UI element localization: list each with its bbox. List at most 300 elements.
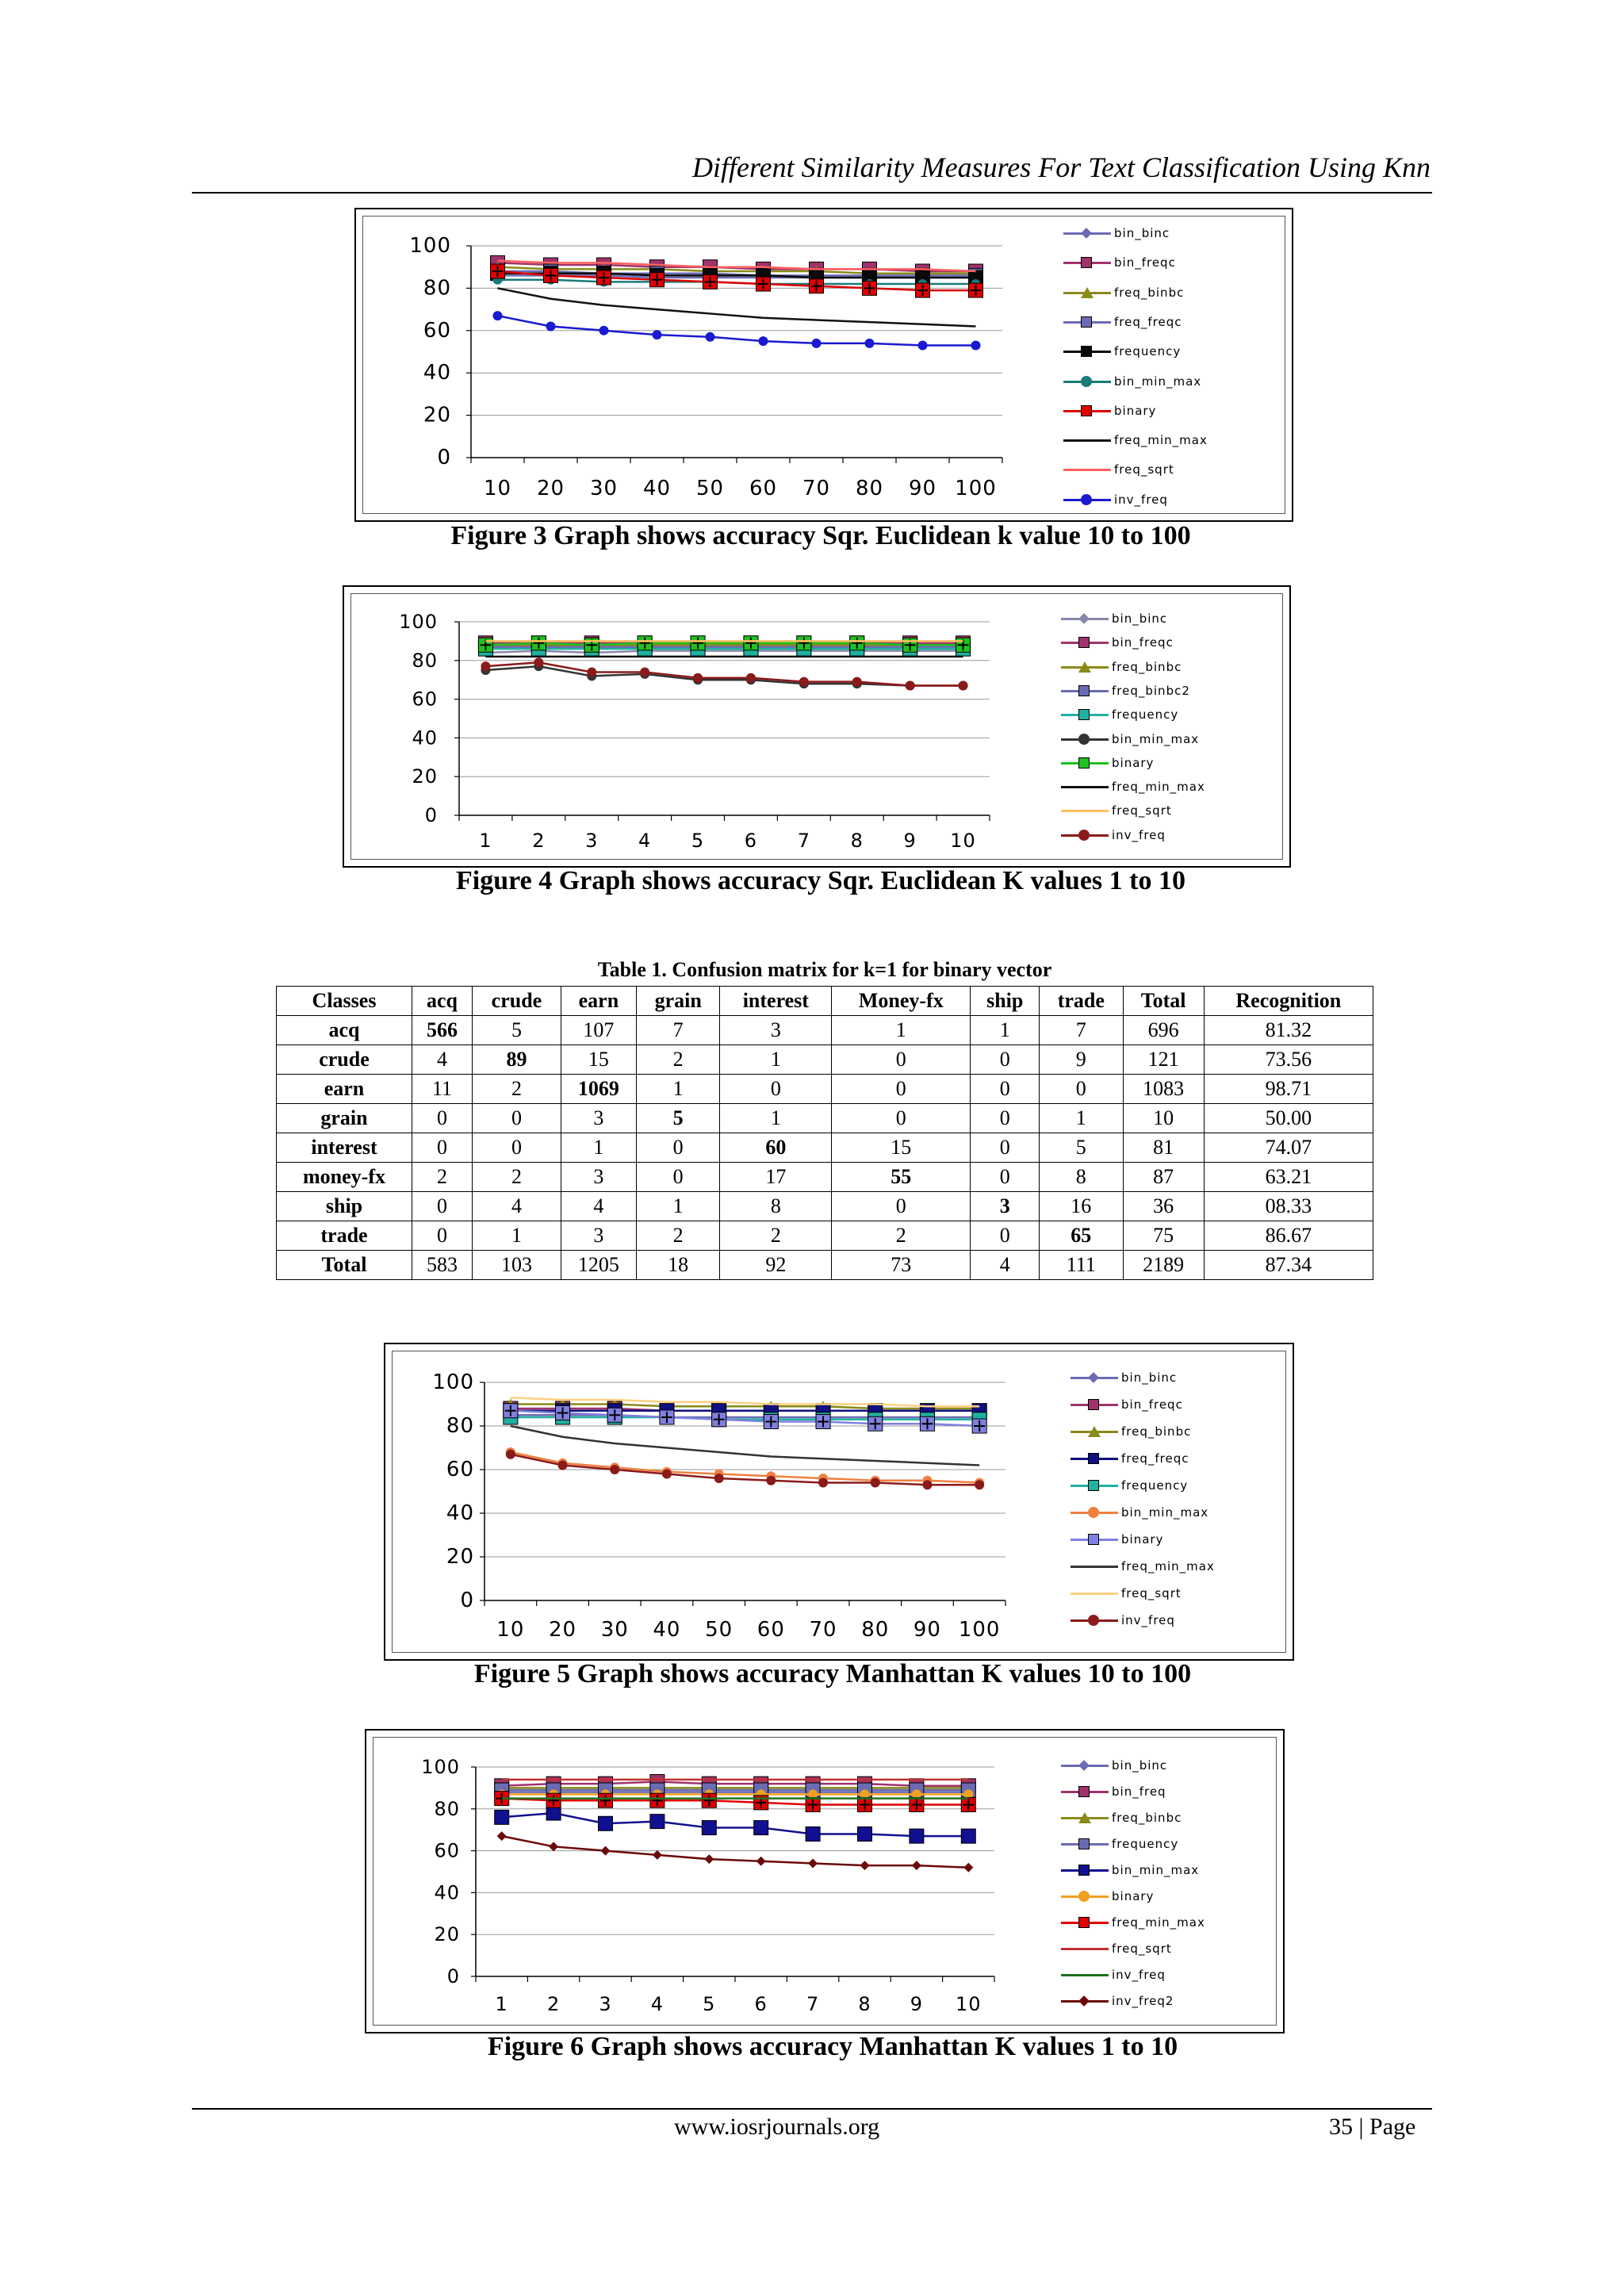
- table-cell: 2189: [1123, 1251, 1204, 1280]
- table-cell: 1: [473, 1221, 561, 1251]
- x-tick-label: 10: [483, 477, 512, 500]
- figure-4-caption: Figure 4 Graph shows accuracy Sqr. Euclidean K values 1 to 10: [456, 866, 1185, 895]
- footer-rule: [192, 2108, 1432, 2110]
- legend-label: bin_min_max: [1114, 374, 1202, 389]
- row-header-cell: interest: [277, 1133, 412, 1163]
- table-1-caption: Table 1. Confusion matrix for k=1 for binary vector: [597, 958, 1052, 981]
- x-tick-label: 60: [756, 1618, 785, 1642]
- legend-label: frequency: [1112, 1837, 1179, 1851]
- data-point: [871, 1478, 880, 1488]
- legend-marker: [1078, 1917, 1090, 1928]
- legend-label: freq_sqrt: [1114, 462, 1174, 477]
- table-row: [277, 1045, 1373, 1075]
- table-cell: 2: [473, 1075, 561, 1104]
- x-tick-label: 3: [585, 830, 599, 852]
- table-cell: 3: [561, 1163, 636, 1192]
- x-tick-label: 6: [754, 1993, 768, 2015]
- data-point: [546, 321, 556, 331]
- table-header-cell: trade: [1040, 987, 1124, 1016]
- legend-marker: [1088, 1453, 1099, 1464]
- table-cell: 121: [1123, 1045, 1204, 1075]
- legend-label: frequency: [1114, 344, 1182, 359]
- series-bin_min_max: [495, 1806, 976, 1843]
- series-inv_freq2: [497, 1831, 974, 1872]
- row-header-cell: acq: [277, 1016, 412, 1045]
- table-cell: 0: [1040, 1075, 1124, 1104]
- figure-4-plot: [344, 587, 1289, 866]
- table-cell: 10: [1123, 1104, 1204, 1133]
- y-tick-label: 0: [446, 1965, 460, 1987]
- data-point: [549, 1842, 558, 1851]
- table-cell: 2: [832, 1221, 971, 1251]
- legend-label: freq_sqrt: [1112, 803, 1172, 818]
- data-point: [497, 1831, 507, 1841]
- data-point: [481, 661, 490, 671]
- data-point: [587, 667, 596, 677]
- table-cell: 74.07: [1204, 1133, 1373, 1163]
- data-point: [806, 1826, 820, 1841]
- y-tick-label: 80: [423, 276, 451, 301]
- table-cell: 75: [1123, 1221, 1204, 1251]
- x-tick-label: 10: [496, 1618, 525, 1642]
- legend-label: frequency: [1121, 1478, 1189, 1493]
- y-tick-label: 80: [446, 1414, 474, 1438]
- figure-3-chart: [354, 208, 1293, 522]
- table-cell: 0: [832, 1104, 971, 1133]
- y-tick-label: 60: [434, 1839, 460, 1862]
- table-cell: 3: [971, 1192, 1040, 1221]
- row-header-cell: money-fx: [277, 1163, 412, 1192]
- legend-marker: [1078, 734, 1090, 745]
- y-tick-label: 40: [434, 1881, 460, 1904]
- legend-marker: [1088, 1534, 1099, 1545]
- legend-swatch: [1061, 1948, 1109, 1950]
- table-cell: 1: [832, 1016, 971, 1045]
- table-header-cell: earn: [561, 987, 636, 1016]
- y-tick-label: 0: [437, 446, 451, 470]
- legend-label: bin_binc: [1112, 1758, 1168, 1773]
- table-cell: 92: [720, 1251, 832, 1280]
- table-cell: 81.32: [1204, 1016, 1373, 1045]
- table-row: [277, 1016, 1373, 1045]
- series-line: [511, 1426, 979, 1466]
- table-cell: 7: [636, 1016, 720, 1045]
- row-header-cell: ship: [277, 1192, 412, 1221]
- data-point: [704, 1854, 714, 1864]
- x-tick-label: 10: [950, 830, 976, 852]
- x-tick-label: 30: [589, 477, 619, 500]
- legend-marker: [1078, 1865, 1090, 1876]
- legend-label: bin_freq: [1112, 1784, 1166, 1799]
- legend-swatch: [1061, 810, 1109, 812]
- table-cell: 0: [971, 1045, 1040, 1075]
- table-cell: 36: [1123, 1192, 1204, 1221]
- table-cell: 0: [832, 1045, 971, 1075]
- table-cell: 0: [412, 1192, 473, 1221]
- y-tick-label: 60: [446, 1458, 474, 1481]
- y-tick-label: 20: [446, 1545, 474, 1569]
- table-row: [277, 1133, 1373, 1163]
- table-header-cell: acq: [412, 987, 473, 1016]
- table-row: [277, 1221, 1373, 1251]
- legend-label: freq_binbc: [1112, 1811, 1182, 1825]
- table-cell: 1069: [561, 1075, 636, 1104]
- legend-marker: [1081, 376, 1092, 387]
- data-point: [558, 1461, 568, 1470]
- legend-swatch: [1063, 469, 1111, 471]
- x-tick-label: 9: [903, 830, 917, 852]
- data-point: [818, 1478, 828, 1488]
- row-header-cell: grain: [277, 1104, 412, 1133]
- data-point: [650, 1815, 665, 1829]
- x-tick-label: 9: [910, 1993, 924, 2015]
- table-cell: 1: [561, 1133, 636, 1163]
- legend-label: bin_binc: [1112, 611, 1168, 626]
- table-row: [277, 1163, 1373, 1192]
- table-header-cell: Recognition: [1204, 987, 1373, 1016]
- table-cell: 0: [971, 1221, 1040, 1251]
- y-tick-label: 0: [460, 1589, 474, 1612]
- legend-marker: [1078, 830, 1090, 841]
- legend-label: frequency: [1112, 707, 1179, 723]
- legend-marker: [1078, 1838, 1090, 1849]
- x-tick-label: 1: [479, 830, 492, 852]
- table-cell: 87.34: [1204, 1251, 1373, 1280]
- table-cell: 5: [1040, 1133, 1124, 1163]
- x-tick-label: 6: [744, 830, 758, 852]
- x-tick-label: 70: [802, 477, 831, 500]
- legend-label: freq_freqc: [1121, 1451, 1189, 1466]
- series-freq_min_max: [498, 288, 976, 326]
- x-tick-label: 100: [958, 1618, 1001, 1642]
- y-tick-label: 80: [434, 1797, 460, 1820]
- legend-label: freq_binbc: [1114, 285, 1185, 300]
- table-cell: 2: [412, 1163, 473, 1192]
- table-cell: 11: [412, 1075, 473, 1104]
- data-point: [766, 1476, 776, 1485]
- series-line: [511, 1411, 979, 1426]
- data-point: [918, 340, 928, 350]
- x-tick-label: 90: [913, 1618, 941, 1642]
- x-tick-label: 50: [705, 1618, 733, 1642]
- legend-marker: [1081, 316, 1092, 328]
- legend-label: inv_freq: [1112, 1968, 1166, 1982]
- table-cell: 0: [971, 1104, 1040, 1133]
- table-cell: 111: [1040, 1251, 1124, 1280]
- table-cell: 1: [720, 1104, 832, 1133]
- table-cell: 103: [473, 1251, 561, 1280]
- data-point: [693, 673, 703, 683]
- x-tick-label: 40: [642, 477, 672, 500]
- table-cell: 7: [1040, 1016, 1124, 1045]
- data-point: [714, 1474, 724, 1483]
- data-point: [610, 1465, 619, 1474]
- table-cell: 0: [412, 1104, 473, 1133]
- legend-label: freq_binbc: [1121, 1424, 1192, 1439]
- legend-label: freq_min_max: [1112, 1915, 1205, 1930]
- legend-marker: [1078, 757, 1090, 769]
- legend-swatch: [1071, 1566, 1118, 1568]
- table-header-row: [277, 987, 1373, 1016]
- legend-marker: [1088, 1507, 1099, 1518]
- data-point: [852, 677, 862, 687]
- legend-label: inv_freq: [1121, 1613, 1175, 1627]
- data-point: [662, 1470, 672, 1479]
- table-cell: 0: [971, 1075, 1040, 1104]
- x-tick-label: 8: [858, 1993, 871, 2015]
- row-header-cell: Total: [277, 1251, 412, 1280]
- table-cell: 81: [1123, 1133, 1204, 1163]
- table-cell: 65: [1040, 1221, 1124, 1251]
- data-point: [754, 1821, 768, 1835]
- x-tick-label: 50: [695, 477, 725, 500]
- x-tick-label: 10: [956, 1993, 982, 2015]
- x-tick-label: 4: [650, 1993, 665, 2015]
- data-point: [961, 1829, 975, 1843]
- data-point: [493, 311, 503, 320]
- table-header-cell: interest: [720, 987, 832, 1016]
- series-line: [498, 288, 976, 326]
- data-point: [506, 1450, 515, 1459]
- legend-marker: [1078, 685, 1090, 696]
- table-cell: 3: [561, 1221, 636, 1251]
- table-header-cell: Money-fx: [832, 987, 971, 1016]
- x-tick-label: 8: [850, 830, 864, 852]
- legend-label: bin_binc: [1121, 1370, 1178, 1385]
- x-tick-label: 2: [546, 1993, 561, 2015]
- table-cell: 0: [832, 1192, 971, 1221]
- table-cell: 0: [832, 1075, 971, 1104]
- x-tick-label: 60: [749, 477, 778, 500]
- x-tick-label: 70: [809, 1618, 837, 1642]
- legend-label: bin_freqc: [1112, 635, 1174, 650]
- table-cell: 1083: [1123, 1075, 1204, 1104]
- legend-label: bin_min_max: [1112, 731, 1200, 746]
- legend-label: freq_min_max: [1112, 780, 1205, 795]
- table-header-cell: Total: [1123, 987, 1204, 1016]
- legend-swatch: [1061, 786, 1109, 788]
- x-tick-label: 7: [806, 1993, 820, 2015]
- table-header-cell: grain: [636, 987, 720, 1016]
- table-cell: 2: [720, 1221, 832, 1251]
- y-tick-label: 20: [434, 1923, 460, 1946]
- table-cell: 60: [720, 1133, 832, 1163]
- legend-label: bin_min_max: [1121, 1505, 1209, 1520]
- table-cell: 87: [1123, 1163, 1204, 1192]
- y-tick-label: 40: [412, 726, 438, 749]
- table-cell: 0: [636, 1133, 720, 1163]
- x-tick-label: 1: [495, 1993, 508, 2015]
- data-point: [906, 681, 915, 691]
- series-inv_freq: [481, 657, 967, 690]
- x-tick-label: 40: [653, 1618, 681, 1642]
- series-freq_min_max: [511, 1426, 979, 1466]
- legend-label: inv_freq: [1112, 827, 1166, 842]
- legend-label: binary: [1114, 403, 1157, 418]
- table-cell: 0: [412, 1133, 473, 1163]
- data-point: [858, 1826, 872, 1841]
- legend-marker: [1088, 1480, 1099, 1491]
- legend-marker: [1081, 257, 1092, 268]
- table-cell: 1: [636, 1192, 720, 1221]
- table-cell: 4: [473, 1192, 561, 1221]
- table-cell: 0: [473, 1133, 561, 1163]
- data-point: [759, 336, 768, 346]
- row-header-cell: trade: [277, 1221, 412, 1251]
- y-tick-label: 20: [412, 765, 438, 788]
- table-cell: 5: [473, 1016, 561, 1045]
- x-tick-label: 3: [599, 1993, 612, 2015]
- legend-marker: [1078, 709, 1090, 720]
- table-cell: 2: [636, 1221, 720, 1251]
- x-tick-label: 4: [638, 830, 652, 852]
- legend-label: binary: [1112, 1889, 1155, 1903]
- y-tick-label: 0: [424, 804, 438, 826]
- table-cell: 73: [832, 1251, 971, 1280]
- table-cell: 583: [412, 1251, 473, 1280]
- data-point: [975, 1480, 984, 1489]
- table-cell: 89: [473, 1045, 561, 1075]
- figure-5-chart: [384, 1343, 1294, 1661]
- legend-label: freq_freqc: [1114, 314, 1182, 329]
- table-cell: 5: [636, 1104, 720, 1133]
- table-row: [277, 1251, 1373, 1280]
- header-rule: [192, 192, 1432, 194]
- legend-label: inv_freq2: [1112, 1994, 1174, 2008]
- legend-swatch: [1063, 439, 1111, 442]
- figure-6-chart: [365, 1729, 1285, 2033]
- series-line: [502, 1781, 969, 1785]
- table-cell: 3: [561, 1104, 636, 1133]
- x-tick-label: 2: [532, 830, 546, 852]
- data-point: [963, 1863, 973, 1872]
- table-cell: 566: [412, 1016, 473, 1045]
- confusion-matrix-table: [276, 986, 1373, 1280]
- table-cell: 73.56: [1204, 1045, 1373, 1075]
- y-tick-label: 60: [412, 688, 438, 711]
- data-point: [756, 1857, 766, 1866]
- data-point: [653, 1850, 662, 1860]
- table-cell: 9: [1040, 1045, 1124, 1075]
- data-point: [799, 677, 809, 687]
- x-tick-label: 5: [691, 830, 705, 852]
- data-point: [865, 339, 875, 348]
- data-point: [599, 1816, 613, 1830]
- row-header-cell: earn: [277, 1075, 412, 1104]
- table-cell: 0: [412, 1221, 473, 1251]
- table-cell: 0: [720, 1075, 832, 1104]
- legend-label: bin_binc: [1114, 226, 1170, 240]
- legend-marker: [1081, 346, 1092, 357]
- row-header-cell: crude: [277, 1045, 412, 1075]
- table-header-cell: Classes: [277, 987, 412, 1016]
- legend-label: binary: [1112, 755, 1155, 770]
- table-cell: 696: [1123, 1016, 1204, 1045]
- data-point: [702, 1821, 716, 1835]
- legend-label: bin_freqc: [1121, 1397, 1183, 1412]
- y-tick-label: 100: [432, 1370, 474, 1394]
- y-tick-label: 100: [409, 234, 451, 258]
- footer-page-number: 35 | Page: [1329, 2114, 1416, 2140]
- table-cell: 8: [720, 1192, 832, 1221]
- legend-marker: [1081, 494, 1092, 505]
- x-tick-label: 90: [908, 477, 937, 500]
- data-point: [653, 330, 662, 339]
- data-point: [922, 1480, 932, 1489]
- table-cell: 98.71: [1204, 1075, 1373, 1104]
- running-header: Different Similarity Measures For Text Classification Using Knn: [692, 151, 1431, 183]
- data-point: [812, 339, 822, 348]
- y-tick-label: 80: [412, 649, 438, 672]
- table-cell: 63.21: [1204, 1163, 1373, 1192]
- y-tick-label: 100: [421, 1756, 460, 1778]
- y-tick-label: 40: [446, 1501, 474, 1525]
- table-cell: 8: [1040, 1163, 1124, 1192]
- table-cell: 2: [636, 1045, 720, 1075]
- footer-url: www.iosrjournals.org: [674, 2114, 880, 2140]
- legend-swatch: [1061, 1974, 1109, 1976]
- table-cell: 0: [473, 1104, 561, 1133]
- figure-3-caption: Figure 3 Graph shows accuracy Sqr. Euclidean k value 10 to 100: [450, 521, 1191, 550]
- data-point: [912, 1861, 921, 1870]
- y-tick-label: 100: [399, 611, 438, 633]
- data-point: [495, 1810, 509, 1824]
- data-point: [706, 332, 715, 342]
- legend-label: inv_freq: [1114, 492, 1168, 507]
- data-point: [601, 1846, 611, 1856]
- legend-label: freq_sqrt: [1121, 1586, 1182, 1600]
- legend-marker: [1078, 637, 1090, 648]
- legend-marker: [1078, 661, 1091, 673]
- table-row: [277, 1192, 1373, 1221]
- data-point: [959, 681, 968, 691]
- data-point: [746, 673, 756, 683]
- table-cell: 2: [473, 1163, 561, 1192]
- x-tick-label: 20: [549, 1618, 577, 1642]
- series-line: [485, 662, 963, 685]
- table-cell: 1205: [561, 1251, 636, 1280]
- table-cell: 18: [636, 1251, 720, 1280]
- legend-marker: [1081, 405, 1092, 416]
- table-cell: 0: [636, 1163, 720, 1192]
- table-cell: 15: [832, 1133, 971, 1163]
- data-point: [640, 667, 649, 677]
- legend-swatch: [1071, 1593, 1118, 1595]
- table-cell: 16: [1040, 1192, 1124, 1221]
- table-cell: 1: [636, 1075, 720, 1104]
- figure-5-caption: Figure 5 Graph shows accuracy Manhattan K values 10 to 100: [473, 1659, 1192, 1688]
- table-row: [277, 1075, 1373, 1104]
- y-tick-label: 60: [423, 318, 451, 343]
- table-cell: 1: [1040, 1104, 1124, 1133]
- legend-marker: [1078, 1786, 1090, 1797]
- table-header-cell: crude: [473, 987, 561, 1016]
- data-point: [546, 1806, 561, 1820]
- legend-label: freq_min_max: [1121, 1559, 1215, 1573]
- x-tick-label: 7: [797, 830, 810, 852]
- x-tick-label: 100: [955, 477, 997, 500]
- table-cell: 1: [720, 1045, 832, 1075]
- series-line: [485, 651, 963, 653]
- table-row: [277, 1104, 1373, 1133]
- table-cell: 08.33: [1204, 1192, 1373, 1221]
- data-point: [808, 1858, 818, 1868]
- table-header-cell: ship: [971, 987, 1040, 1016]
- table-cell: 17: [720, 1163, 832, 1192]
- series-line: [485, 666, 963, 685]
- table-cell: 0: [971, 1133, 1040, 1163]
- figure-6-plot: [366, 1731, 1283, 2032]
